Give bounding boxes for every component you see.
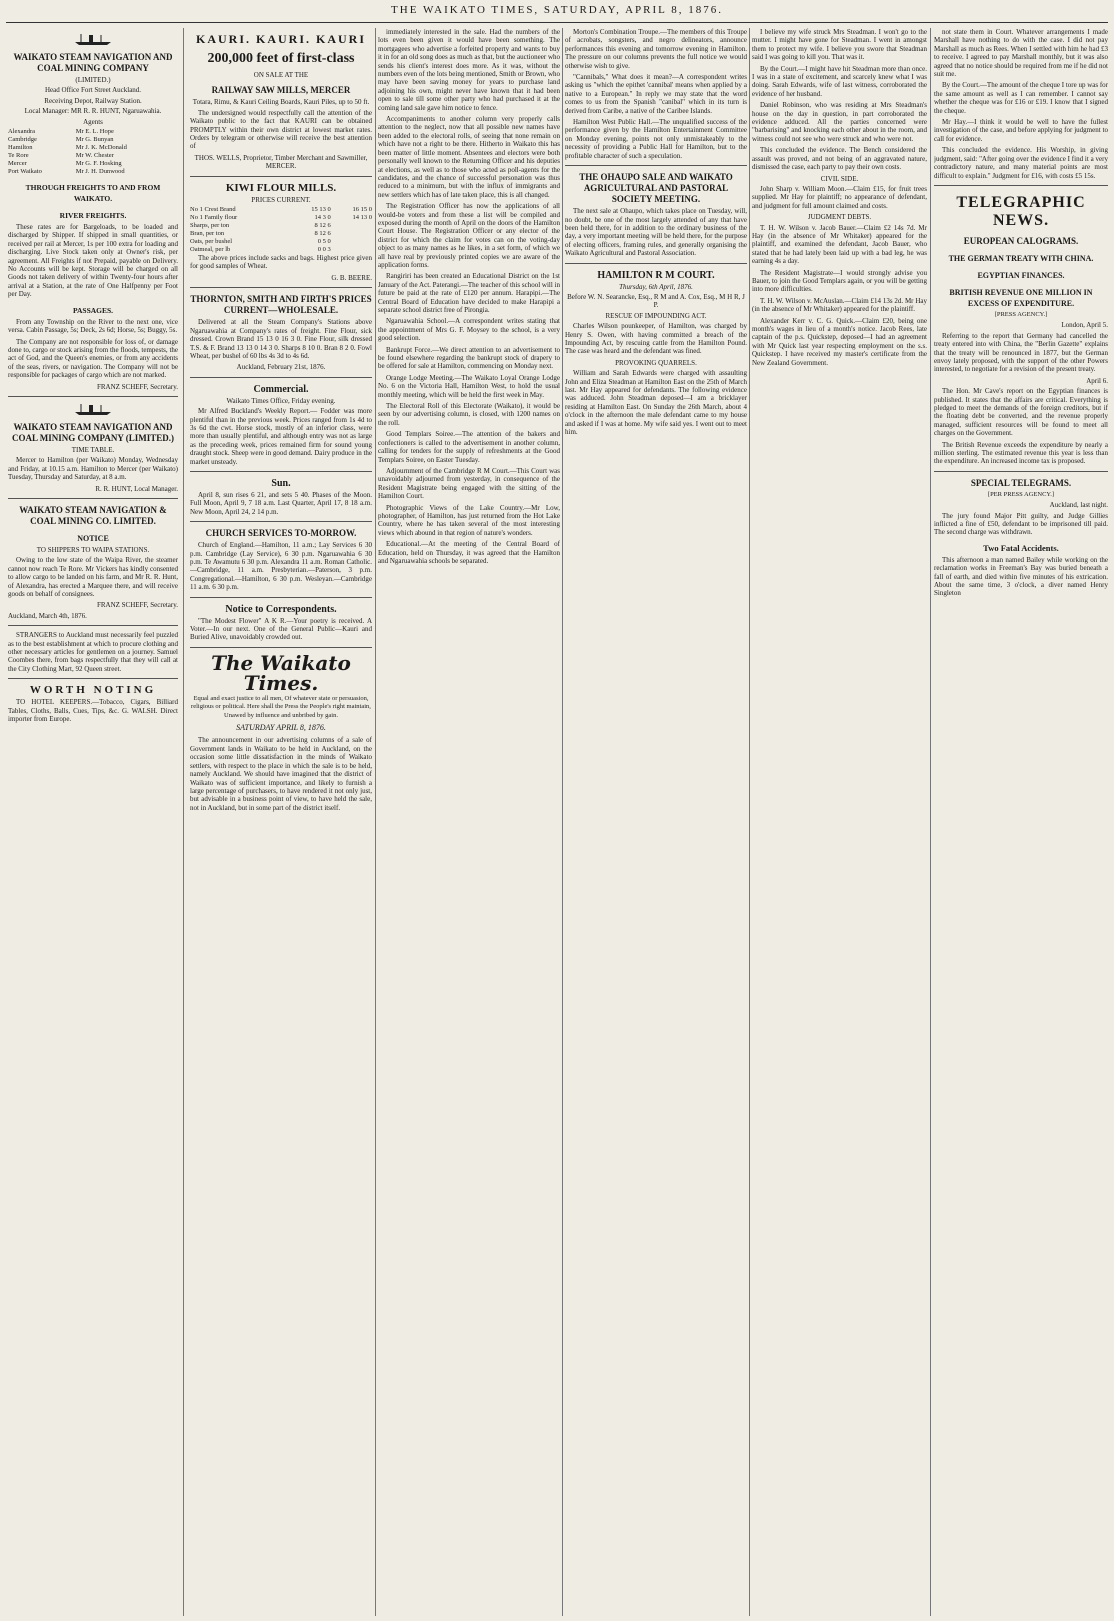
table-row: Sharps, per ton 8 12 6: [190, 222, 331, 230]
paragraph: Good Templars Soiree.—The attention of the bakers and confectioners is called to the advertisement in another column, calling for tenders for the supply of refreshments at the Good Templars Soiree, on Easter Tuesday.: [378, 430, 560, 464]
paper-title: The Waikato Times.: [211, 650, 351, 695]
paragraph: The above prices include sacks and bags. Highest price given for good samples of Wheat.: [190, 254, 372, 271]
ad-date: Auckland, March 4th, 1876.: [8, 611, 87, 620]
section-subtitle: Waikato Times Office, Friday evening.: [226, 396, 336, 405]
paragraph: Morton's Combination Troupe.—The members of this Troupe of acrobats, songsters, and negro delineators, announce performances this evening and tomorrow evening in Hamilton. The pressure on our columns prevents the full notice we would otherwise wish to give.: [565, 28, 747, 70]
divider: [8, 498, 178, 499]
divider: [565, 165, 747, 166]
dateline: London, April 5.: [1061, 321, 1108, 330]
paragraph: Mr Hay.—I think it would be well to have the fullest investigation of the case, and before applying for judgment to call for evidence.: [934, 118, 1108, 143]
table-row: No 1 Family flour 14 3 0 14 13 0: [190, 214, 372, 222]
agents-table: [8, 128, 178, 176]
ad-subtitle: TO SHIPPERS TO WAIPA STATIONS.: [36, 545, 150, 554]
paragraph: "The Modest Flower" A K R.—Your poetry is received. A Voter.—In our next. One of the General Public—Kauri and Buried Alive, unavoidably crowded out.: [190, 616, 372, 642]
court-date: Thursday, 6th April, 1876.: [619, 282, 693, 291]
court-bench: Before W. N. Searancke, Esq., R M and A. Cox, Esq., M H R, J P.: [567, 292, 745, 310]
ad-text: Totara, Rimu, & Kauri Ceiling Boards, Kauri Piles, up to 50 ft.: [192, 98, 370, 107]
column-divider: [562, 28, 563, 1616]
signature: FRANZ SCHEFF, Secretary.: [96, 382, 178, 391]
paragraph: Hamilton West Public Hall.—The unqualified success of the performance given by the Hamilton Entertainment Committee on Monday evening, points not only unmistakeably to the necessity of providing a Public Hall for Hamilton, but to the profitable character of such a speculation.: [565, 118, 747, 160]
table-row: Oatmeal, per lb 0 0 3: [190, 246, 331, 254]
issue-date: SATURDAY APRIL 8, 1876.: [236, 723, 326, 733]
case-heading: RESCUE OF IMPOUNDING ACT.: [605, 311, 707, 320]
paragraph: The next sale at Ohaupo, which takes place on Tuesday, will, no doubt, be one of the most largely attended of any that have been held there, for in addition to the ordinary business of the day, a very important meeting will be held there, for the purpose of electing officers, framing rules, and generally organising the Waikato Agricultural and Pastoral Association.: [565, 207, 747, 258]
section-title: Notice to Correspondents.: [225, 603, 337, 615]
paragraph: The jury found Major Pitt guilty, and Judge Gillies inflicted a fine of £50, defendant to be imprisoned till paid. The second charge was withdrawn.: [934, 511, 1108, 537]
divider: [190, 647, 372, 648]
article-title: SPECIAL TELEGRAMS.: [970, 477, 1072, 488]
agent-name: Mr G. F. Hosking: [75, 160, 122, 168]
ad-subtitle: NOTICE: [77, 533, 109, 543]
column-4: [565, 28, 747, 1616]
section-title: TELEGRAPHIC NEWS.: [956, 193, 1086, 229]
agent-name: Mr G. Bunyan: [75, 136, 114, 144]
ad-title: RAILWAY SAW MILLS, MERCER: [211, 85, 351, 96]
ad-date: Auckland, February 21st, 1876.: [236, 363, 326, 372]
ad-title: KAURI. KAURI. KAURI: [195, 32, 366, 46]
divider: [190, 471, 372, 472]
paragraph: T. H. W. Wilson v. McAuslan.—Claim £14 13s 2d. Mr Hay (in the absence of Mr Whitaker) appeared for the plaintiff.: [752, 296, 927, 314]
ad-title: WAIKATO STEAM NAVIGATION AND COAL MINING COMPANY: [13, 52, 173, 73]
paragraph: The Company are not responsible for loss of, or damage done to, cargo or stock arising from the floods, tempests, the act of God, and the Queen's enemies, or from any accidents of the seas, rivers, or navigation. The Company will not be responsible for packages of cargo which are not marked.: [8, 337, 178, 380]
paragraph: Charles Wilson pounkeeper, of Hamilton, was charged by Henry S. Owen, with having committed a breach of the Impounding Act, by rescuing cattle from the Hamilton Pound. The case was heard and the defendant was fined.: [565, 322, 747, 356]
paragraph: Delivered at all the Steam Company's Stations above Ngaruawahia at Company's rates of freight. Fine Flour, sick dressed. Crown Brand 15 13 0 16 3 0. Fine Flour, silk dressed T.S. & F. Brand 13 13 0 14 3 0. Sharps 8 10 0. Bran 8 2 0. Fowl Wheat, per bushel of 60 lbs 4s 3d to 4s 6d.: [190, 318, 372, 360]
case-heading: PROVOKING QUARRELS.: [615, 358, 697, 367]
ad-text: Head Office Fort Street Auckland.: [44, 86, 142, 95]
paragraph: The Registration Officer has now the applications of all would-be voters and from these a list will be compiled and exposed during the month of April on the doors of the Hamilton Court House. The Registration Officer or any elector of the district for which the claim for votes can on the voting-day object to as many names as he likes, in a set form, of which we all have real by previously printed copies we are aware of the application forms.: [378, 202, 560, 269]
column-5: [752, 28, 927, 1616]
agent-name: Mr J. K. McDonald: [75, 144, 127, 152]
ad-title: WAIKATO STEAM NAVIGATION AND COAL MINING COMPANY (LIMITED.): [12, 421, 174, 443]
column-divider: [183, 28, 184, 1616]
paragraph: Church of England.—Hamilton, 11 a.m.; Lay Services 6 30 p.m. Cambridge (Lay Service), 6 30 p.m. Ngaruawahia 6 30 p.m. Te Awamutu 6 30 p.m. Alexandra 11 a.m. Roman Catholic.—Cambridge, 11 a.m. Presbyterian.—Paterson, 3 p.m. Congregational.—Hamilton, 6 30 p.m. Wesleyan.—Cambridge 11 a.m. 6 30 p.m.: [190, 541, 372, 592]
paragraph: not state them in Court. Whatever arrangements I made Marshall have nothing to do with the case. I did not pay Marshall as much as Rees. When I settled with him he had £3 to receive. I agreed to pay Marshall monthly, but it was also agreed that no notice should be required from me if he did not suit me.: [934, 28, 1108, 79]
agent-place: Hamilton: [8, 144, 33, 152]
section-title: Commercial.: [253, 383, 309, 395]
divider: [190, 287, 372, 288]
ad-subtitle: TIME TABLE.: [71, 445, 115, 454]
paragraph: Mr Alfred Buckland's Weekly Report.— Fodder was more plentiful than in the previous week. Prices ranged from 1s 4d to 3s 6d the cwt. Horse stock, mostly of an inferior class, were more than usually plentiful, and although entry was not as large as the preceding week, prices remained firm for sound young draught stock. Sheep were in good demand. Dairy produce in the market unsteady.: [190, 407, 372, 466]
paragraph: T. H. W. Wilson v. Jacob Bauer.—Claim £2 14s 7d. Mr Hay (in the absence of Mr Whitaker) appeared for the plaintiff, and examined the defendant, Jacob Bauer, who stated that he had lately been laid up with a bad leg, he was earning 4s a day.: [752, 223, 927, 266]
dateline: Auckland, last night.: [1049, 501, 1108, 510]
section-title: PASSAGES.: [72, 305, 114, 315]
ad-subtitle: PRICES CURRENT.: [251, 195, 311, 204]
divider: [565, 263, 747, 264]
steamship-icon: [73, 32, 113, 46]
article-subtitle: EGYPTIAN FINANCES.: [977, 270, 1065, 280]
paragraph: The Electoral Roll of this Electorate (Waikato), it would be seen by our advertising column, is closed, with 1200 names on the roll.: [378, 402, 560, 427]
ad-title: THORNTON, SMITH AND FIRTH'S PRICES CURRENT—WHOLESALE.: [190, 294, 372, 316]
agent-place: Te Rore: [8, 152, 29, 160]
paragraph: April 8, sun rises 6 21, and sets 5 40. Phases of the Moon. Full Moon, April 9, 7 18 a.m. Last Quarter, April 17, 8 18 a.m. New Moon, April 24, 2 14 p.m.: [190, 490, 372, 516]
agent-name: Mr E. L. Hope: [75, 128, 114, 136]
press-credit: [PRESS AGENCY.]: [994, 310, 1048, 318]
case-heading: CIVIL SIDE.: [820, 174, 859, 183]
case-heading: JUDGMENT DEBTS.: [807, 213, 872, 222]
paragraph: Bankrupt Force.—We direct attention to an advertisement to be found elsewhere regarding the bankrupt stock of drapery to be offered for sale at Hamilton, commencing on Monday next.: [378, 345, 560, 371]
divider: [8, 678, 178, 679]
ad-headline: 200,000 feet of first-class: [207, 51, 355, 66]
table-row: [8, 168, 178, 176]
masthead-rule: [6, 22, 1108, 23]
section-title: THROUGH FREIGHTS TO AND FROM WAIKATO.: [25, 183, 161, 204]
table-row: [8, 160, 178, 168]
dateline: April 6.: [1086, 376, 1108, 385]
column-divider: [375, 28, 376, 1616]
agent-name: Mr J. H. Dunwood: [75, 168, 125, 176]
column-2: [190, 28, 372, 1616]
paragraph: The Resident Magistrate—I would strongly advise you Bauer, to join the Good Templars again, or you will be getting into more difficulties.: [752, 268, 927, 294]
paragraph: These rates are for Bargeloads, to be loaded and discharged by Shipper. If shipped in small quantities, or received per rail at Mercer, 1s per 100 extra for loading and discharging. Live Stock taken only at Owner's risk, per agreement. All Freights if not Prepaid, payable on Delivery. No Accounts will be kept. Storage will be charged on all Goods not taken delivery of within Twenty-four hours after arrival at a Station, at the rate of One Halfpenny per Foot per Day.: [8, 223, 178, 299]
paragraph: "Cannibals," What does it mean?—A correspondent writes asking us "which the epithet 'cannibal' means when applied by a native to a European." In reply we may state that the word comes to us from the Spanish "canibal" which in its turn is derived from Caribe, a native of the Caribee Islands.: [565, 73, 747, 115]
paragraph: Educational.—At the meeting of the Central Board of Education, held on Thursday, it was agreed that the Hamilton and Ngaruawahia schools be separated.: [378, 540, 560, 565]
paragraph: Daniel Robinson, who was residing at Mrs Steadman's house on the day in question, in part corroborated the evidence adduced. All the parties concerned were "barbarising" and knocking each other about in the room, and witness could not see who were struck and who were not.: [752, 101, 927, 143]
signature: FRANZ SCHEFF, Secretary.: [96, 601, 178, 610]
paragraph: immediately interested in the sale. Had the numbers of the lots even been given it would have been something. The mortgagees who advertise a forfeited property and wants to buy it in for an old song does as much as that, but the auctioneer who sends his client's interest does more. As it was, without the numbers even of the lots being mentioned, Smith or Brown, who may have been saving money for years to purchase land adjoining his own, might never have known that it had been open to sale till some other party who had purchased it at the coming land sale gave him notice to fence.: [378, 28, 560, 112]
paragraph: Ngaruawahia School.—A correspondent writes stating that the appointment of Mrs G. F. Moysey to the school, is a very good selection.: [378, 317, 560, 343]
masthead-title: THE WAIKATO TIMES, SATURDAY, APRIL 8, 1876.: [391, 4, 723, 16]
signature: R. R. HUNT, Local Manager.: [95, 484, 178, 493]
ad-text: Receiving Depot, Railway Station.: [44, 96, 142, 105]
divider: [190, 377, 372, 378]
paragraph: William and Sarah Edwards were charged with assaulting John and Eliza Steadman at Hamilton East on the 25th of March last. Mr Hay appeared for defendants. The following evidence was adduced. John Steadman deposed—I am a bricklayer residing at Hamilton East. On Sunday the 26th March, about 4 o'clock in the afternoon the male defendant came to my house and asked if I was at home. My wife said yes. I went out to meet him.: [565, 369, 747, 437]
paragraph: This concluded the evidence. The Bench considered the assault was proved, and not being of an aggravated nature, dismissed the case, each party to pay their own costs.: [752, 146, 927, 172]
press-credit: [PER PRESS AGENCY.]: [987, 490, 1055, 498]
signature: G. B. BEERE.: [331, 273, 372, 282]
paper-motto: Equal and exact justice to all men, Of whatever state or persuasion, religious or political. Here shall the Press the People's right maintain, Unawed by influence and unbribed by gain.: [191, 694, 371, 719]
paragraph: Rangiriri has been created an Educational District on the 1st January of the Act. Paterangi.—The teacher of this school will in future be paid at the rate of £120 per annum. Harapipi.—The Central Board of Education have decided to make Harapipi a separate school district free of Pirongia.: [378, 272, 560, 314]
divider: [8, 625, 178, 626]
paragraph: Mercer to Hamilton (per Waikato) Monday, Wednesday and Friday, at 10.15 a.m. Hamilton to Mercer (per Waikato) Tuesday, Thursday and Saturday, at 8 a.m.: [8, 456, 178, 482]
divider: [934, 185, 1108, 186]
paragraph: This concluded the evidence. His Worship, in giving judgment, said: "After going over the evidence I find it a very contradictory nature, and many material points are most difficult to explain." Judgment for £16, with costs £5 15s.: [934, 146, 1108, 180]
paragraph: Adjournment of the Cambridge R M Court.—This Court was unavoidably adjourned from yesterday, in consequence of the Resident Magistrate being engaged with the sitting of the Hamilton Court.: [378, 466, 560, 501]
agent-place: Mercer: [8, 160, 27, 168]
column-divider: [930, 28, 931, 1616]
agents-heading: Agents: [83, 117, 103, 126]
article-title: THE OHAUPO SALE AND WAIKATO AGRICULTURAL AND PASTORAL SOCIETY MEETING.: [579, 172, 733, 205]
article-title: HAMILTON R M COURT.: [597, 269, 715, 281]
ad-subtitle: (LIMITED.): [75, 76, 111, 84]
column-3: [378, 28, 560, 1616]
table-row: No 1 Crest Brand 15 13 0 16 15 0: [190, 206, 372, 214]
column-divider: [749, 28, 750, 1616]
paragraph: The British Revenue exceeds the expenditure by nearly a million sterling. The estimated revenue this year is less than the expenditure. An increased income tax is proposed.: [934, 440, 1108, 466]
agent-place: Alexandra: [8, 128, 36, 136]
article-title: EUROPEAN CALOGRAMS.: [963, 235, 1079, 246]
table-row: [8, 152, 178, 160]
table-row: [8, 136, 178, 144]
paragraph: This afternoon a man named Bailey while working on the reclamation works in Freeman's Bay was buried beneath a fall of earth, and died within five minutes of his extrication. About the same time, 3 o'clock, a diver named Henry Singleton: [934, 555, 1108, 598]
ad-text: ON SALE AT THE: [253, 71, 309, 79]
paragraph: Alexander Kerr v. C. G. Quick.—Claim £20, being one month's wages in lieu of a month's notice. Jacob Rees, late captain of the p.s. Quickstep, deposed—I had an agreement with Mr Quick last year respecting employment on the s.s. Quickstep. I have received my master's certificate from the New Zealand Government.: [752, 316, 927, 367]
paragraph: By the Court.—I might have hit Steadman more than once. I was in a state of excitement, and scarcely knew what I was doing. Sarah Edwards, wife of last witness, corroborated the evidence of her husband.: [752, 64, 927, 98]
table-row: Bran, per ton 8 12 6: [190, 230, 331, 238]
paragraph: Referring to the report that Germany had cancelled the treaty entered into with China, the "Berlin Gazette" explains that the treaty will be renounced in 1877, but the German envoy lately proposed, with the support of the other Powers interested, to negotiate for a revision of the present treaty.: [934, 331, 1108, 374]
paragraph: From any Township on the River to the next one, vice versa. Cabin Passage, 5s; Deck, 2s 6d; Horse, 5s; Buggy, 5s.: [8, 317, 178, 335]
agent-place: Port Waikato: [8, 168, 42, 176]
paragraph: TO HOTEL KEEPERS.—Tobacco, Cigars, Billiard Tables, Cloths, Balls, Cues, Tips, &c. G. WALSH. Direct importer from Europe.: [8, 698, 178, 724]
table-row: [8, 128, 178, 136]
paragraph: I believe my wife struck Mrs Steadman. I won't go to the mutter. I might have gone for Steadman. I went in amongst them to protect my wife. I believe you swore that Steadman said I was going to kill you. That was it.: [752, 28, 927, 62]
table-row: [8, 144, 178, 152]
paragraph: By the Court.—The amount of the cheque I tore up was for the same amount as well as I can remember. I cannot say whether the cheque was for £16 or £19. I know that I signed the cheque.: [934, 81, 1108, 115]
agent-place: Cambridge: [8, 136, 37, 144]
divider: [934, 471, 1108, 472]
ad-title: WAIKATO STEAM NAVIGATION & COAL MINING CO. LIMITED.: [19, 504, 167, 526]
leader-paragraph: The announcement in our advertising columns of a sale of Government lands in Waikato to be held in Auckland, on the occasion some little dissatisfaction in the minds of Waikato settlers, with respect to the place in which the sale is to be held, namely Auckland. We should have imagined that the district of Waikato was of sufficient importance, and likely to furnish a large percentage of purchasers, to have rendered it not only just, but advisable in a business point of view, to have held the sale, not in Auckland, but in some part of the district itself.: [190, 736, 372, 812]
agent-name: Mr W. Chester: [75, 152, 114, 160]
paragraph: Owing to the low state of the Waipa River, the steamer cannot now reach Te Rore. Mr Vickers has kindly consented to allow cargo to be landed on his farm, and Mr R. R. Hunt, of Alexandra, has erected a Marquee there, and will receive goods on behalf of consignees.: [8, 556, 178, 598]
paragraph: The Hon. Mr Cave's report on the Egyptian finances is published. It states that the affairs are critical. Everything is pledged to meet the demands of the foreign creditors, but if the floating debt be converted, and the revenue properly managed, sufficient resources will be found to meet all charges on the Government.: [934, 387, 1108, 438]
divider: [190, 176, 372, 177]
ad-title: KIWI FLOUR MILLS.: [225, 181, 337, 194]
paragraph: STRANGERS to Auckland must necessarily feel puzzled as to the best establishment at which to procure clothing and other necessary articles for gentlemen on a journey. Samuel Coombes there, from bags respectfully that they will call at the City Clothing Mart, 92 Queen street.: [8, 631, 178, 673]
divider: [8, 396, 178, 397]
paragraph: The undersigned would respectfully call the attention of the Waikato public to the fact that KAURI can be obtained PROMPTLY within their own district at lowest market rates. Orders by telegram or otherwise will receive the best attention of: [190, 108, 372, 151]
ad-title: WORTH NOTING: [29, 684, 157, 697]
prices-table: [190, 206, 372, 254]
paragraph: Orange Lodge Meeting.—The Waikato Loyal Orange Lodge No. 6 on the Victoria Hall, Hamilton West, to hold the usual monthly meeting, which will be held the first week in May.: [378, 373, 560, 399]
table-row: Oats, per bushel 0 5 0: [190, 238, 331, 246]
steamship-icon: [73, 402, 113, 416]
column-6: [934, 28, 1108, 1616]
section-title: CHURCH SERVICES TO-MORROW.: [205, 528, 357, 539]
section-title: RIVER FREIGHTS.: [59, 211, 127, 221]
article-subtitle: THE GERMAN TREATY WITH CHINA.: [948, 253, 1094, 263]
signature: THOS. WELLS, Proprietor, Timber Merchant and Sawmiller, MERCER.: [194, 153, 368, 171]
article-subtitle: BRITISH REVENUE ONE MILLION IN EXCESS OF EXPENDITURE.: [949, 287, 1093, 308]
article-subtitle: Two Fatal Accidents.: [983, 542, 1059, 553]
section-title: Sun.: [271, 477, 291, 489]
paragraph: Photographic Views of the Lake Country.—Mr Low, photographer, of Hamilton, has just returned from the Hot Lake Country, where he has taken several of the most interesting views which abound in that region of nature's wonders.: [378, 503, 560, 537]
column-1: [8, 28, 178, 1616]
paragraph: Accompaniments to another column very properly calls attention to the neglect, now that all possible new names have been added to the electoral rolls, of seeing that none remain on which have not a right to be there. Hitherto in Waikato this has been matter of little moment. Absentees and electors were both personally well known to the Returning Officer and his deputies at elections, as well as to those who acted as poll-agents for the candidates, and the chance of successful personation was thus reduced to a minimum, but with the influx of immigrants and new settlers which has of late taken place, this is all changed.: [378, 115, 560, 199]
ad-text: Local Manager: MR R. R. HUNT, Ngaruawahia.: [24, 107, 162, 116]
divider: [190, 521, 372, 522]
divider: [190, 597, 372, 598]
paragraph: John Sharp v. William Moon.—Claim £15, for fruit trees supplied. Mr Hay for plaintiff; no appearance of defendant, and judgment for full amount claimed and costs.: [752, 184, 927, 210]
